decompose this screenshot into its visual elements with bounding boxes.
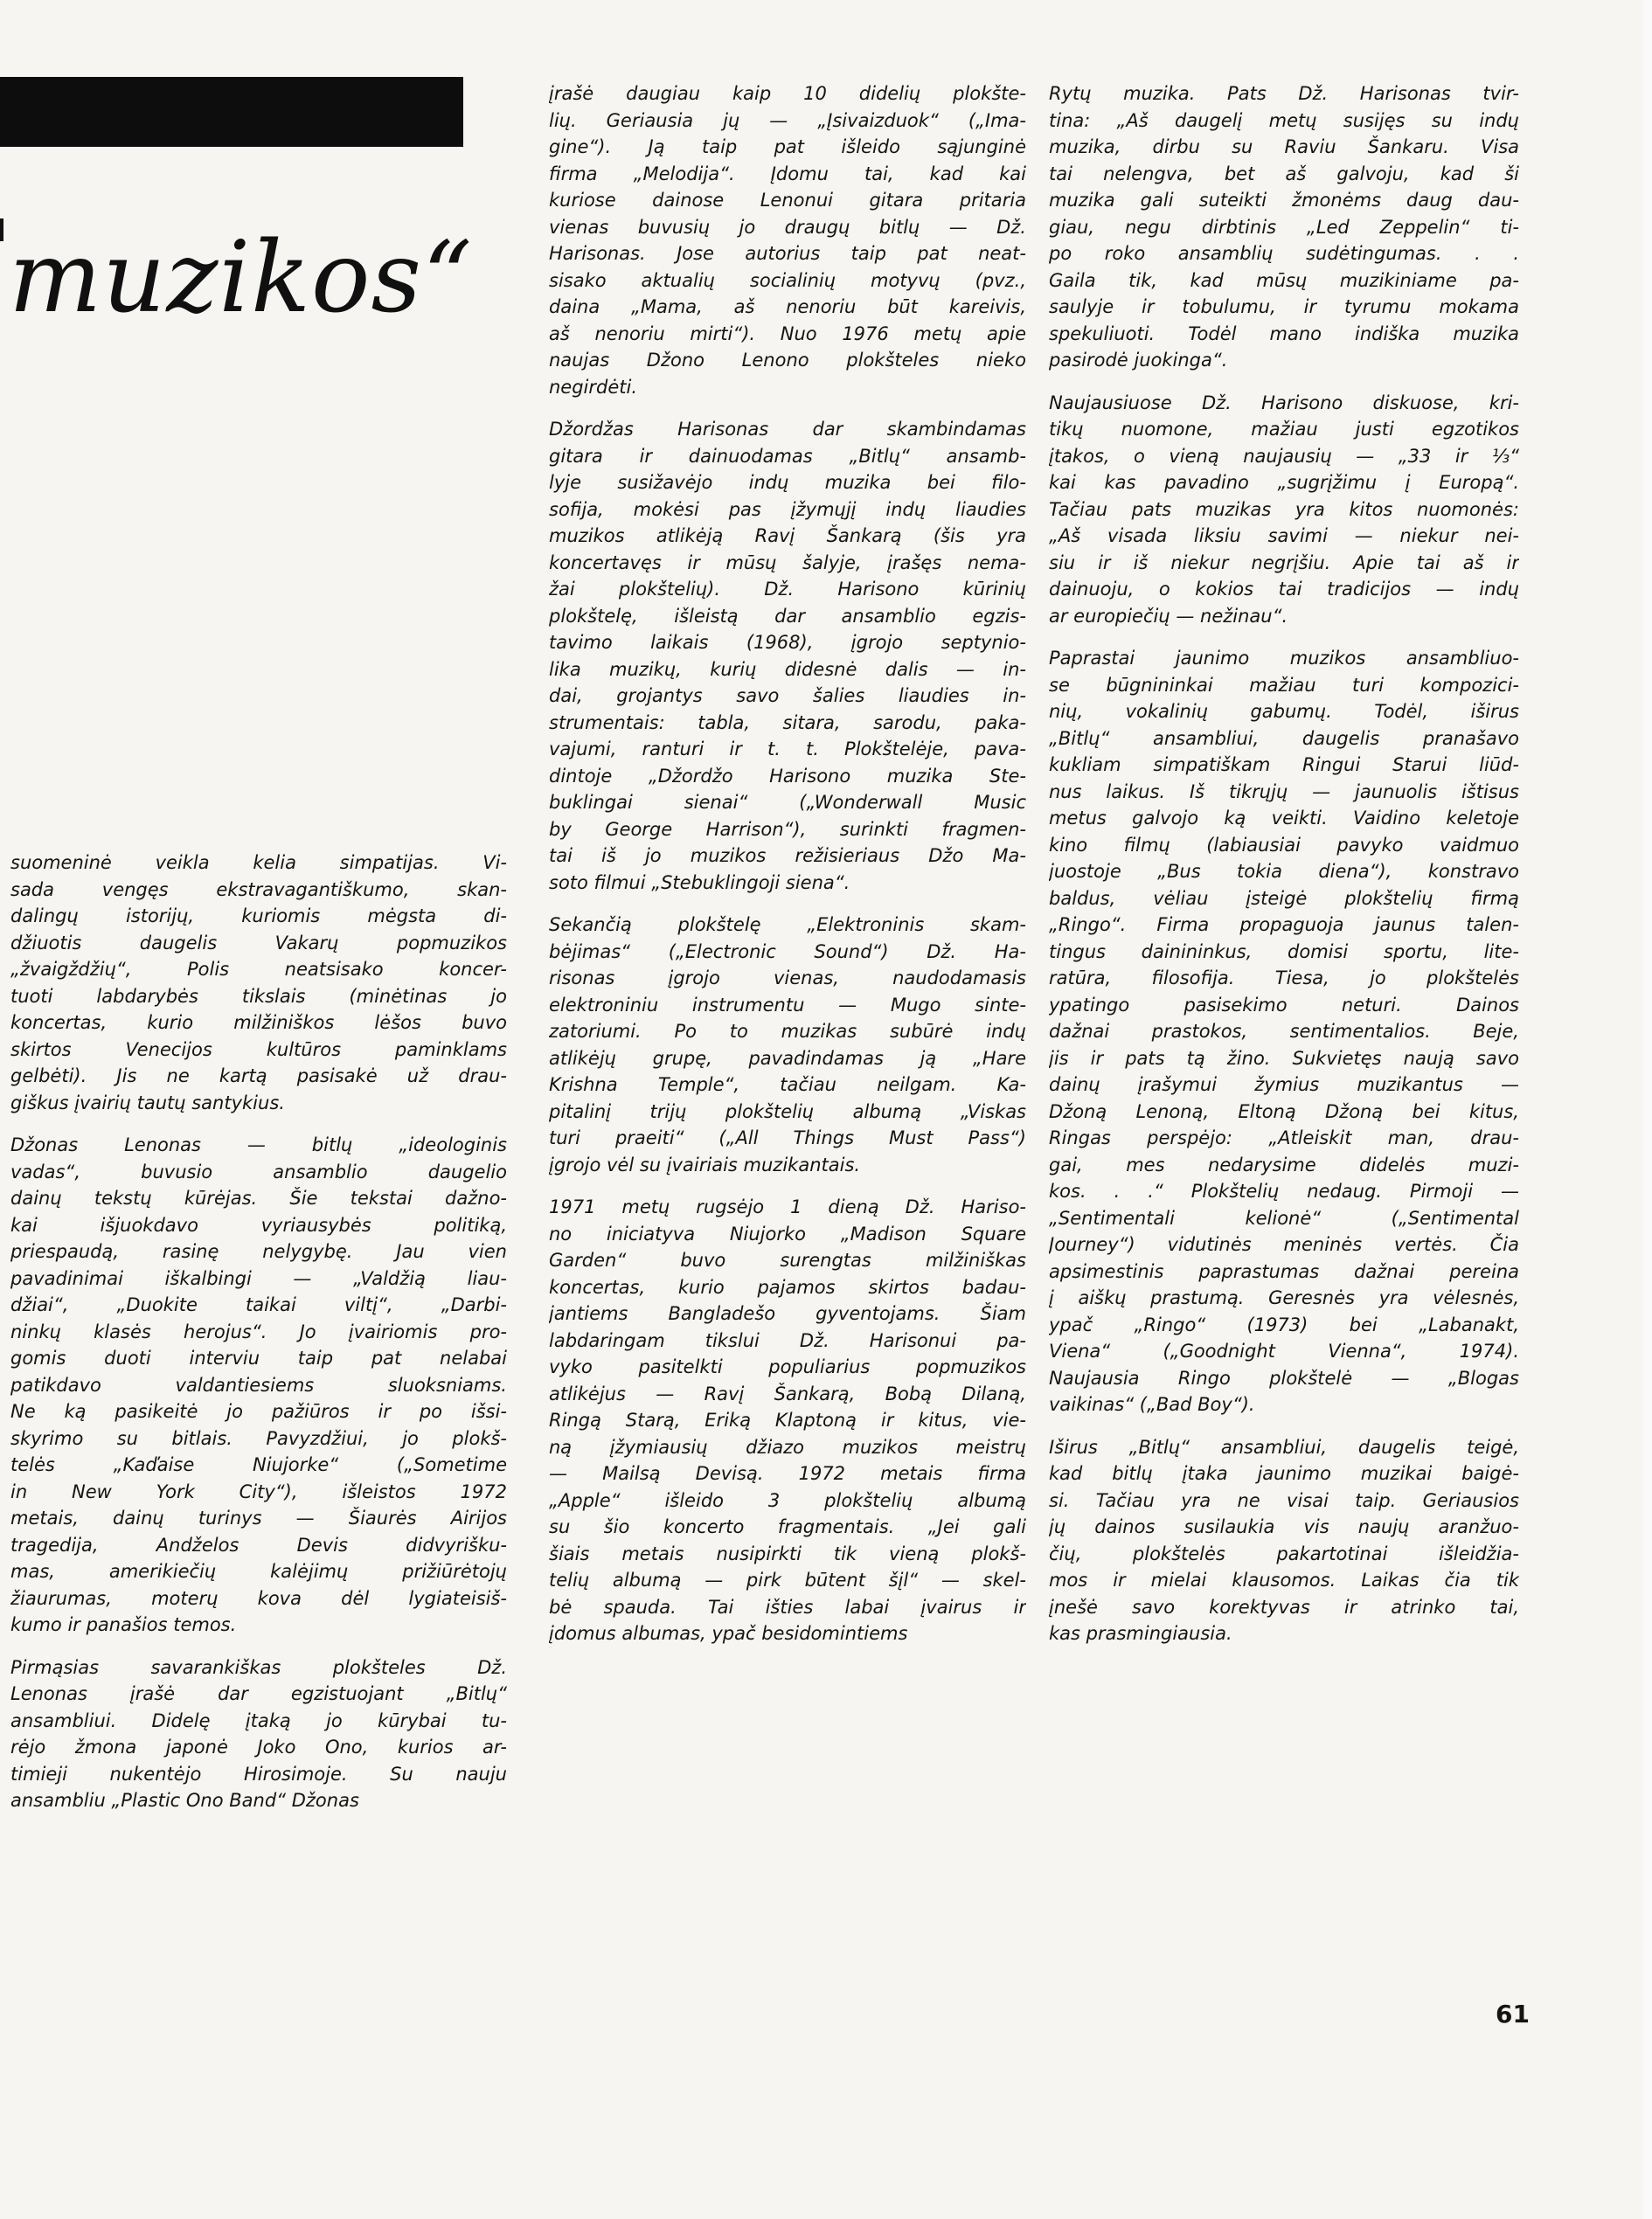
text-line: mas, amerikiečių kalėjimų prižiūrėtojų xyxy=(10,1561,507,1582)
text-line: dalingų istorijų, kuriomis mėgsta di- xyxy=(10,905,507,926)
text-line: dainuoju, o kokios tai tradicijos — indų xyxy=(1049,579,1519,600)
text-line: įgrojo vėl su įvairiais muzikantais. xyxy=(549,1154,861,1175)
text-line: Garden“ buvo surengtas milžiniškas xyxy=(549,1250,1026,1271)
text-line: negirdėti. xyxy=(549,376,638,398)
text-line: vienas buvusių jo draugų bitlų — Dž. xyxy=(549,216,1026,238)
text-line: Harisonas. Jose autorius taip pat neat- xyxy=(549,243,1026,264)
text-line: metus galvojo ką veikti. Vaidino keletoje xyxy=(1049,808,1519,829)
text-line: saulyje ir tobulumu, ir tyrumu mokama xyxy=(1049,296,1519,317)
text-line: ypač „Ringo“ (1973) bei „Labanakt, xyxy=(1049,1314,1519,1335)
text-line: patikdavo valdantiesiems sluoksniams. xyxy=(10,1374,507,1396)
text-line: gine“). Ją taip pat išleido sąjunginė xyxy=(549,136,1026,157)
text-line: Rytų muzika. Pats Dž. Harisonas tvir- xyxy=(1049,83,1519,104)
text-line: Iširus „Bitlų“ ansambliui, daugelis teigė, xyxy=(1049,1436,1519,1458)
text-line: ną įžymiausių džiazo muzikos meistrų xyxy=(549,1436,1026,1458)
text-line: Naujausiuose Dž. Harisono diskuose, kri- xyxy=(1049,392,1519,413)
text-line: kos. . .“ Plokštelių nedaug. Pirmoji — xyxy=(1049,1181,1519,1202)
paragraph xyxy=(549,80,1026,400)
text-line: Džoną Lenoną, Eltoną Džoną bei kitus, xyxy=(1049,1100,1519,1122)
text-line: dai, grojantys savo šalies liaudies in- xyxy=(549,685,1026,706)
text-line: Pirmąsias savarankiškas plokšteles Dž. xyxy=(10,1656,507,1678)
text-line: ansambliui. Didelę įtaką jo kūrybai tu- xyxy=(10,1709,507,1731)
text-line: skirtos Venecijos kultūros paminklams xyxy=(10,1038,507,1060)
text-line: su šio koncerto fragmentais. „Jei gali xyxy=(549,1516,1026,1537)
text-line: įdomus albumas, ypač besidomintiems xyxy=(549,1623,908,1644)
text-line: mos ir mielai klausomos. Laikas čia tik xyxy=(1049,1570,1519,1591)
text-line: juostoje „Bus tokia diena“), konstravo xyxy=(1049,861,1519,882)
text-line: lyje susižavėjo indų muzika bei filo- xyxy=(549,472,1026,493)
text-line: dažnai prastokos, sentimentalios. Beje, xyxy=(1049,1021,1519,1042)
text-line: sofija, mokėsi pas įžymųjį indų liaudies xyxy=(549,498,1026,520)
paragraph xyxy=(1049,645,1519,1418)
text-line: tingus dainininkus, domisi sportu, lite- xyxy=(1049,940,1519,962)
text-line: tina: „Aš daugelį metų susijęs su indų xyxy=(1049,109,1519,131)
text-line: timieji nukentėjo Hirosimoje. Su nauju xyxy=(10,1763,507,1785)
text-line: kukliam simpatiškam Ringui Starui liūd- xyxy=(1049,754,1519,775)
text-line: atlikėjų grupę, pavadindamas ją „Hare xyxy=(549,1047,1026,1069)
text-line: Journey“) vidutinės meninės vertės. Čia xyxy=(1049,1234,1519,1255)
text-line: Lenonas įrašė dar egzistuojant „Bitlų“ xyxy=(10,1683,507,1704)
text-line: tai nelengva, bet aš galvoju, kad ši xyxy=(1049,163,1519,184)
text-line: kad bitlų įtaka jaunimo muzikai baigė- xyxy=(1049,1463,1519,1484)
text-line: kuriose dainose Lenonui gitara pritaria xyxy=(549,190,1026,211)
text-line: Ringą Starą, Eriką Klaptoną ir kitus, vie- xyxy=(549,1410,1026,1431)
text-line: elektroniniu instrumentu — Mugo sinte- xyxy=(549,994,1026,1016)
text-line: strumentais: tabla, sitara, sarodu, paka- xyxy=(549,711,1026,733)
text-line: ninkų klasės herojus“. Jo įvairiomis pro- xyxy=(10,1321,507,1342)
text-line: tragedija, Andželos Devis didvyrišku- xyxy=(10,1534,507,1556)
text-line: siu ir iš niekur negrįšiu. Apie tai aš ir xyxy=(1049,551,1519,573)
text-line: apsimestinis paprastumas dažnai pereina xyxy=(1049,1260,1519,1282)
text-line: „Ringo“. Firma propaguoja jaunus talen- xyxy=(1049,914,1519,935)
text-line: žai plokštelių). Dž. Harisono kūrinių xyxy=(549,579,1026,600)
text-line: baldus, vėliau įsteigė plokštelių firmą xyxy=(1049,887,1519,909)
text-line: tai iš jo muzikos režisieriaus Džo Ma- xyxy=(549,845,1026,866)
text-column-1 xyxy=(10,849,507,1830)
text-line: vyko pasitelkti populiarius popmuzikos xyxy=(549,1356,1026,1377)
text-line: kumo ir panašios temos. xyxy=(10,1614,237,1635)
text-line: „Bitlų“ ansambliui, daugelis pranašavo xyxy=(1049,727,1519,749)
text-line: Džonas Lenonas — bitlų „ideologinis xyxy=(10,1134,507,1155)
text-line: rėjo žmona japonė Joko Ono, kurios ar- xyxy=(10,1737,507,1758)
text-line: plokštelę, išleistą dar ansamblio egzis- xyxy=(549,605,1026,627)
text-line: įrašė daugiau kaip 10 didelių plokšte- xyxy=(549,83,1026,104)
text-line: ratūra, filosofija. Tiesa, jo plokštelės xyxy=(1049,967,1519,988)
text-line: labdaringam tikslui Dž. Harisonui pa- xyxy=(549,1329,1026,1351)
paragraph xyxy=(10,1654,507,1814)
text-line: jis ir pats tą žino. Sukvietęs naują savo xyxy=(1049,1047,1519,1069)
text-line: vadas“, buvusio ansamblio daugelio xyxy=(10,1161,507,1182)
text-line: koncertavęs ir mūsų šalyje, įrašęs nema- xyxy=(549,551,1026,573)
text-line: zatoriumi. Po to muzikas subūrė indų xyxy=(549,1021,1026,1042)
text-line: įnešė savo korektyvas ir atrinko tai, xyxy=(1049,1596,1519,1618)
text-line: pitalinį trijų plokštelių albumą „Viskas xyxy=(549,1100,1026,1122)
text-line: Krishna Temple“, tačiau neilgam. Ka- xyxy=(549,1074,1026,1095)
text-line: soto filmui „Stebuklingoji siena“. xyxy=(549,871,850,893)
text-line: muzika gali suteikti žmonėms daug dau- xyxy=(1049,190,1519,211)
text-line: pavadinimai iškalbingi — „Valdžią liau- xyxy=(10,1267,507,1289)
text-line: sada vengęs ekstravagantiškumo, skan- xyxy=(10,878,507,900)
text-line: kino filmų (labiausiai pavyko vaidmuo xyxy=(1049,834,1519,856)
text-line: gitara ir dainuodamas „Bitlų“ ansamb- xyxy=(549,445,1026,467)
text-line: by George Harrison“), surinkti fragmen- xyxy=(549,818,1026,840)
text-line: giau, negu dirbtinis „Led Zeppelin“ ti- xyxy=(1049,216,1519,238)
page-number: 61 xyxy=(1496,2000,1530,2028)
text-line: firma „Melodija“. Įdomu tai, kad kai xyxy=(549,163,1026,184)
paragraph xyxy=(1049,1434,1519,1647)
text-line: sisako aktualių socialinių motyvų (pvz., xyxy=(549,269,1026,291)
edge-mark xyxy=(0,218,3,241)
text-line: buklingai sienai“ („Wonderwall Music xyxy=(549,792,1026,813)
text-line: dainų tekstų kūrėjas. Šie tekstai dažno- xyxy=(10,1188,507,1209)
text-line: po roko ansamblių sudėtingumas. . . xyxy=(1049,243,1519,264)
text-line: Gaila tik, kad mūsų muzikiniame pa- xyxy=(1049,269,1519,291)
text-column-2 xyxy=(549,80,1026,1663)
text-line: įtakos, o vieną naujausių — „33 ir ⅓“ xyxy=(1049,445,1519,467)
text-line: gelbėti). Jis ne kartą pasisakė už drau- xyxy=(10,1065,507,1086)
text-line: tikų nuomone, mažiau justi egzotikos xyxy=(1049,419,1519,440)
text-line: skyrimo su bitlais. Pavyzdžiui, jo plokš- xyxy=(10,1427,507,1449)
text-line: turi praeiti“ („All Things Must Pass“) xyxy=(549,1127,1026,1148)
text-line: kai kas pavadino „sugrįžimu į Europą“. xyxy=(1049,472,1519,493)
text-line: kas prasmingiausia. xyxy=(1049,1623,1232,1644)
black-header-bar xyxy=(0,77,463,147)
text-line: priespaudą, rasinę nelygybę. Jau vien xyxy=(10,1241,507,1262)
paragraph xyxy=(10,1132,507,1639)
paragraph xyxy=(549,1194,1026,1647)
paragraph xyxy=(10,849,507,1116)
text-line: Viena“ („Goodnight Vienna“, 1974). xyxy=(1049,1341,1519,1362)
text-line: spekuliuoti. Todėl mano indiška muzika xyxy=(1049,322,1519,344)
text-line: Džordžas Harisonas dar skambindamas xyxy=(549,419,1026,440)
headline: muzikos“ xyxy=(9,221,474,335)
text-line: tuoti labdarybės tikslais (minėtinas jo xyxy=(10,985,507,1007)
text-line: telių albumą — pirk būtent šįl“ — skel- xyxy=(549,1570,1026,1591)
text-line: in New York City“), išleistos 1972 xyxy=(10,1480,507,1502)
text-line: naujas Džono Lenono plokšteles nieko xyxy=(549,350,1026,371)
paragraph xyxy=(1049,390,1519,630)
text-line: giškus įvairių tautų santykius. xyxy=(10,1092,285,1113)
text-line: džiuotis daugelis Vakarų popmuzikos xyxy=(10,932,507,953)
text-line: šiais metais nusipirkti tik vieną plokš- xyxy=(549,1543,1026,1564)
text-line: vaikinas“ („Bad Boy“). xyxy=(1049,1394,1255,1415)
text-line: suomeninė veikla kelia simpatijas. Vi- xyxy=(10,852,507,873)
text-line: tavimo laikais (1968), įgrojo septynio- xyxy=(549,632,1026,653)
text-line: Ne ką pasikeitė jo pažiūros ir po išsi- xyxy=(10,1401,507,1422)
text-line: atlikėjus — Ravį Šankarą, Bobą Dilaną, xyxy=(549,1383,1026,1404)
text-line: gai, mes nedarysime didelės muzi- xyxy=(1049,1154,1519,1175)
text-line: nių, vokalinių gabumų. Todėl, iširus xyxy=(1049,701,1519,722)
text-line: bė spauda. Tai išties labai įvairus ir xyxy=(549,1596,1026,1618)
text-line: ansambliu „Plastic Ono Band“ Džonas xyxy=(10,1790,359,1811)
text-line: pasirodė juokinga“. xyxy=(1049,350,1228,371)
page-edge xyxy=(1643,0,1652,2219)
text-line: kai išjuokdavo vyriausybės politiką, xyxy=(10,1214,507,1236)
text-line: — Mailsą Devisą. 1972 metais firma xyxy=(549,1463,1026,1484)
text-line: „Apple“ išleido 3 plokštelių albumą xyxy=(549,1489,1026,1511)
text-line: aš nenoriu mirti“). Nuo 1976 metų apie xyxy=(549,322,1026,344)
text-line: į aiškų prastumą. Geresnės yra vėlesnės, xyxy=(1049,1287,1519,1308)
text-line: lių. Geriausia jų — „Įsivaizduok“ („Ima- xyxy=(549,109,1026,131)
text-line: si. Tačiau yra ne visai taip. Geriausios xyxy=(1049,1489,1519,1511)
text-line: ypatingo pasisekimo neturi. Dainos xyxy=(1049,994,1519,1016)
text-line: no iniciatyva Niujorko „Madison Square xyxy=(549,1223,1026,1245)
text-line: muzikos atlikėją Ravį Šankarą (šis yra xyxy=(549,525,1026,546)
text-line: se būgnininkai mažiau turi kompozici- xyxy=(1049,674,1519,696)
text-line: 1971 metų rugsėjo 1 dieną Dž. Hariso- xyxy=(549,1196,1026,1217)
text-line: koncertas, kurio milžiniškos lėšos buvo xyxy=(10,1012,507,1033)
text-line: dintoje „Džordžo Harisono muzika Ste- xyxy=(549,765,1026,787)
text-line: „žvaigždžių“, Polis neatsisako koncer- xyxy=(10,959,507,980)
text-line: „Sentimentali kelionė“ („Sentimental xyxy=(1049,1207,1519,1229)
text-line: „Aš visada liksiu savimi — niekur nei- xyxy=(1049,525,1519,546)
text-column-3 xyxy=(1049,80,1519,1663)
text-line: čių, plokštelės pakartotinai išleidžia- xyxy=(1049,1543,1519,1564)
text-line: Naujausia Ringo plokštelė — „Blogas xyxy=(1049,1367,1519,1389)
text-line: dainų įrašymui žymius muzikantus — xyxy=(1049,1074,1519,1095)
text-line: žiaurumas, moterų kova dėl lygiateisiš- xyxy=(10,1587,507,1609)
text-line: lika muzikų, kurių didesnė dalis — in- xyxy=(549,658,1026,680)
text-line: risonas įgrojo vienas, naudodamasis xyxy=(549,967,1026,988)
text-line: nus laikus. Iš tikrųjų — jaunuolis ištisus xyxy=(1049,780,1519,802)
text-line: Tačiau pats muzikas yra kitos nuomonės: xyxy=(1049,498,1519,520)
text-line: koncertas, kurio pajamos skirtos badau- xyxy=(549,1276,1026,1298)
text-line: džiai“, „Duokite taikai viltį“, „Darbi- xyxy=(10,1294,507,1315)
paragraph xyxy=(549,416,1026,896)
text-line: Sekančią plokštelę „Elektroninis skam- xyxy=(549,914,1026,935)
paragraph xyxy=(1049,80,1519,374)
text-line: jantiems Bangladešo gyventojams. Šiam xyxy=(549,1303,1026,1324)
text-line: Ringas perspėjo: „Atleiskit man, drau- xyxy=(1049,1127,1519,1148)
paragraph xyxy=(549,912,1026,1178)
text-line: Paprastai jaunimo muzikos ansambliuo- xyxy=(1049,648,1519,669)
text-line: jų dainos susilaukia vis naujų aranžuo- xyxy=(1049,1516,1519,1537)
text-line: gomis duoti interviu taip pat nelabai xyxy=(10,1348,507,1369)
text-line: muzika, dirbu su Raviu Šankaru. Visa xyxy=(1049,136,1519,157)
text-line: ar europiečių — nežinau“. xyxy=(1049,605,1288,627)
text-line: daina „Mama, aš nenoriu būt kareivis, xyxy=(549,296,1026,317)
text-line: metais, dainų turinys — Šiaurės Airijos xyxy=(10,1508,507,1529)
text-line: telės „Kaďaise Niujorke“ („Sometime xyxy=(10,1454,507,1475)
text-line: bėjimas“ („Electronic Sound“) Dž. Ha- xyxy=(549,940,1026,962)
text-line: vajumi, ranturi ir t. t. Plokštelėje, pava- xyxy=(549,739,1026,759)
